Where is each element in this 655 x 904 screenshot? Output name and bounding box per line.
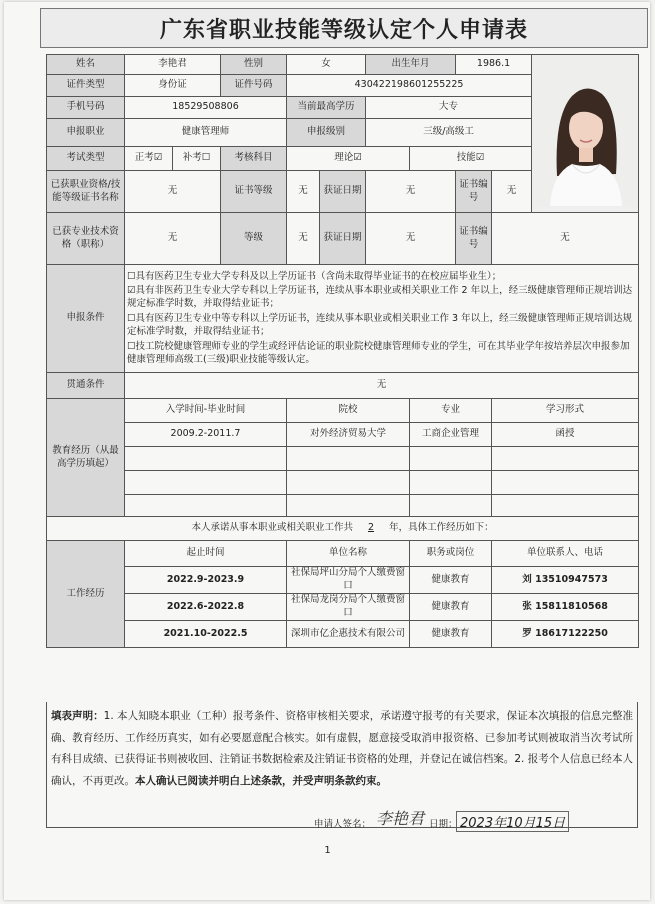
work-period: 2022.9-2023.9	[125, 567, 287, 594]
prof-grade: 无	[287, 213, 320, 265]
level-label: 申报级别	[287, 119, 366, 147]
birth-value: 1986.1	[456, 55, 532, 75]
held-cert-name: 无	[125, 171, 221, 213]
id-number-label: 证件号码	[221, 75, 287, 97]
held-issue-date-label: 获证日期	[320, 171, 366, 213]
table-row	[47, 447, 639, 471]
edu-mode: 函授	[492, 423, 639, 447]
prof-issue-date-label: 获证日期	[320, 213, 366, 265]
subject-skill-checkbox[interactable]: 技能☑	[410, 147, 532, 171]
edu-school: 对外经济贸易大学	[287, 423, 410, 447]
work-header-position: 职务或岗位	[410, 541, 492, 567]
form-title: 广东省职业技能等级认定个人申请表	[40, 8, 648, 48]
held-issue-date: 无	[366, 171, 456, 213]
held-cert-no-label: 证书编号	[456, 171, 492, 213]
edu-major: 工商企业管理	[410, 423, 492, 447]
work-position: 健康教育	[410, 567, 492, 594]
level-value: 三级/高级工	[366, 119, 532, 147]
condition-item-1[interactable]: ☐具有医药卫生专业大学专科及以上学历证书（含尚未取得毕业证书的在校应届毕业生）；	[127, 270, 502, 282]
work-contact: 刘 13510947573	[492, 567, 639, 594]
conditions-label: 申报条件	[47, 265, 125, 373]
name-label: 姓名	[47, 55, 125, 75]
held-cert-label: 已获职业资格/技能等级证书名称	[47, 171, 125, 213]
work-contact: 张 15811810568	[492, 594, 639, 621]
signature-name[interactable]: 李艳君	[376, 809, 425, 828]
education-label: 当前最高学历	[287, 97, 366, 119]
declaration-text: 1. 本人知晓本职业（工种）报考条件、资格审核相关要求，承诺遵守报考的有关要求，保证本次填报的信息完整准确、教育经历、工作经历真实，如有必要愿意配合核实。如有虚假，愿意接受取消申报资格、已参加考试则被取消当次考试所有科目成绩、已获得证书则被收回、注销证书数据检索及注销证书资格的处理，并登记在诚信档案。2. 报考个人信息已经本人确认，不再更改。	[51, 710, 633, 787]
id-type-label: 证件类型	[47, 75, 125, 97]
work-company: 社保局坪山分局个人缴费窗口	[287, 567, 410, 594]
held-cert-level-label: 证书等级	[221, 171, 287, 213]
condition-item-3[interactable]: ☐具有医药卫生专业中等专科以上学历证书，连续从事本职业或相关职业工作 3 年以上，经三级健康管理师正规培训达规定标准学时数，并取得结业证书；	[127, 313, 633, 337]
work-header-company: 单位名称	[287, 541, 410, 567]
work-company: 深圳市亿企惠技术有限公司	[287, 621, 410, 648]
work-position: 健康教育	[410, 621, 492, 648]
work-history-label: 工作经历	[47, 541, 125, 648]
work-promise	[47, 517, 639, 541]
work-company: 社保局龙岗分局个人缴费窗口	[287, 594, 410, 621]
condition-item-2[interactable]: ☑具有非医药卫生专业大学专科以上学历证书，连续从事本职业或相关职业工作 2 年以上，经三级健康管理师正规培训达规定标准学时数，并取得结业证书；	[127, 285, 633, 310]
edu-header-major: 专业	[410, 399, 492, 423]
held-cert-level: 无	[287, 171, 320, 213]
work-promise-prefix: 本人承诺从事本职业或相关职业工作共	[191, 522, 353, 534]
conditions-list	[125, 265, 639, 373]
id-number-value: 430422198601255225	[287, 75, 532, 97]
table-row	[47, 594, 639, 621]
work-contact: 罗 18617122250	[492, 621, 639, 648]
work-header-contact: 单位联系人、电话	[492, 541, 639, 567]
phone-value: 18529508806	[125, 97, 287, 119]
table-row	[47, 423, 639, 447]
table-row	[47, 567, 639, 594]
edu-header-school: 院校	[287, 399, 410, 423]
prof-title-label: 已获专业技术资格（职称）	[47, 213, 125, 265]
work-header-period: 起止时间	[125, 541, 287, 567]
prof-grade-label: 等级	[221, 213, 287, 265]
date-value[interactable]: 2023年10月15日	[456, 811, 569, 832]
exam-type-label: 考试类型	[47, 147, 125, 171]
page-number: 1	[324, 845, 331, 856]
applicant-photo	[532, 55, 639, 213]
work-period: 2022.6-2022.8	[125, 594, 287, 621]
prof-issue-date: 无	[366, 213, 456, 265]
declaration-bold: 本人确认已阅读并明白上述条款，并受声明条款约束。	[135, 774, 387, 787]
subject-theory-checkbox[interactable]: 理论☑	[287, 147, 410, 171]
exam-normal-checkbox[interactable]: 正考☑	[125, 147, 173, 171]
occupation-label: 申报职业	[47, 119, 125, 147]
table-row	[47, 495, 639, 517]
occupation-value: 健康管理师	[125, 119, 287, 147]
edu-header-mode: 学习形式	[492, 399, 639, 423]
exam-makeup-checkbox[interactable]: 补考☐	[173, 147, 221, 171]
table-row	[47, 621, 639, 648]
birth-label: 出生年月	[366, 55, 456, 75]
condition-item-4[interactable]: ☐技工院校健康管理师专业的学生或经评估论证的职业院校健康管理师专业的学生，可在其毕业学年按培养层次申报参加健康管理师高级工(三级)职业技能等级认定。	[127, 340, 630, 365]
application-form-table	[46, 54, 639, 648]
id-type-value: 身份证	[125, 75, 221, 97]
phone-label: 手机号码	[47, 97, 125, 119]
gender-label: 性别	[221, 55, 287, 75]
date-label: 日期：	[429, 819, 458, 830]
edu-period: 2009.2-2011.7	[125, 423, 287, 447]
work-period: 2021.10-2022.5	[125, 621, 287, 648]
signature-label: 申请人签名：	[314, 819, 372, 830]
portrait-photo-icon	[532, 56, 639, 206]
through-label: 贯通条件	[47, 373, 125, 399]
edu-history-label: 教育经历（从最高学历填起）	[47, 399, 125, 517]
held-cert-no: 无	[492, 171, 532, 213]
work-promise-suffix: 年，具体工作经历如下：	[389, 522, 494, 534]
prof-cert-no: 无	[492, 213, 639, 265]
prof-cert-no-label: 证书编号	[456, 213, 492, 265]
through-value: 无	[125, 373, 639, 399]
subject-label: 考核科目	[221, 147, 287, 171]
edu-header-period: 入学时间-毕业时间	[125, 399, 287, 423]
prof-title-name: 无	[125, 213, 221, 265]
education-value: 大专	[366, 97, 532, 119]
table-row	[47, 471, 639, 495]
declaration-label: 填表声明：	[51, 710, 104, 722]
gender-value: 女	[287, 55, 366, 75]
signature-row	[46, 810, 638, 830]
name-value: 李艳君	[125, 55, 221, 75]
work-position: 健康教育	[410, 594, 492, 621]
work-years: 2	[368, 522, 375, 534]
